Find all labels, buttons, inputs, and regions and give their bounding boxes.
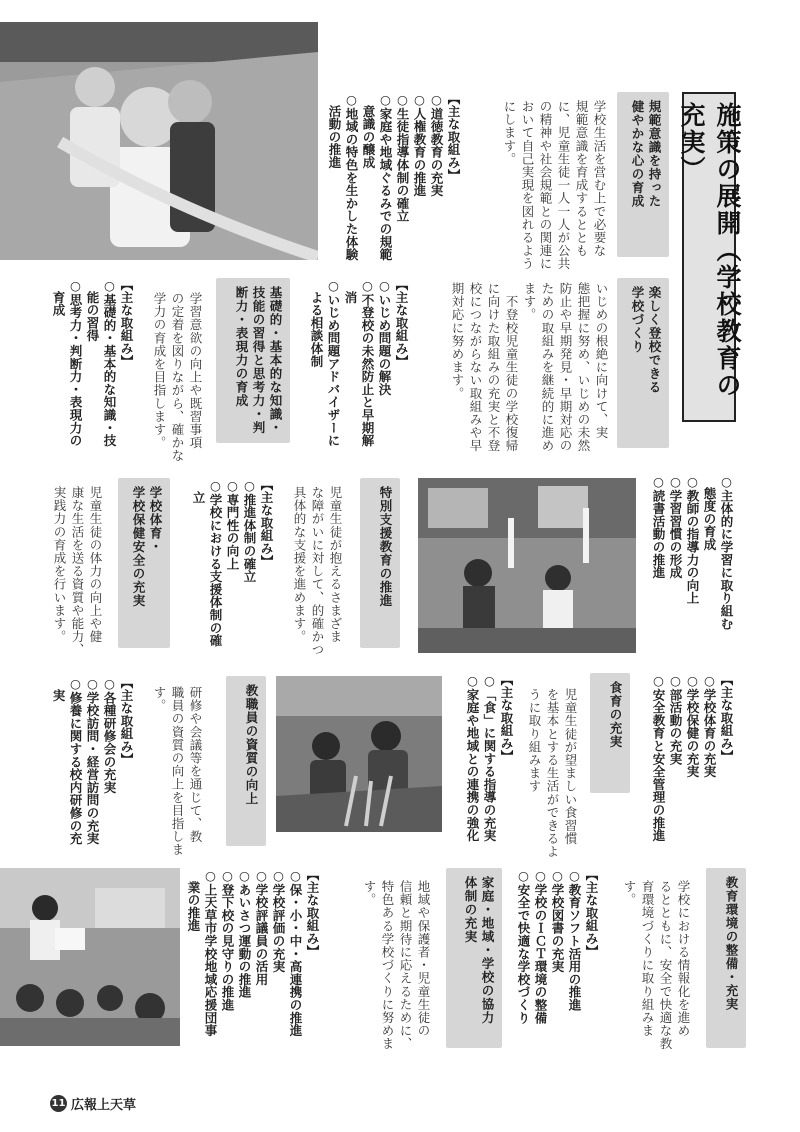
classroom-image — [418, 478, 636, 653]
kyoshokuin-body: 研修や会議等を通じて、教 職員の資質の向上を目指しま す。 — [152, 686, 203, 857]
shoku-heading: 食育の充実 — [590, 673, 630, 793]
kiso-cont-list: ○主体的に学習に取り組む 態度の育成 ○教師の指導力の向上 ○学習習慣の形成 ○読書活動の推進 — [651, 474, 734, 631]
kyoshokuin-heading: 教職員の資質の向上 — [226, 676, 266, 846]
renkei-heading: 家庭・地域・学校の協力 体制の充実 — [446, 868, 502, 1048]
tokubetsu-list: 【主な取組み】 ○推進体制の確立 ○専門性の向上 ○学校における支援体制の確 立 — [191, 478, 274, 647]
toukou-body: いじめの根絶に向けて、実 態把握に努め、いじめの未然 防止や早期発見・早期対応の ための取組みを継続的に進め ます。 不登校児童生徒の学校復帰 に向けた取組みの充実と不登 校につながらない取組みや早 期対応に努めます。 — [450, 282, 609, 453]
page-number: 11 — [50, 1095, 67, 1112]
reading-photo — [0, 868, 180, 1046]
classroom-photo — [418, 478, 636, 653]
shoku-list: 【主な取組み】 ○「食」に関する指導の充実 ○家庭や地域との連携の強化 — [465, 673, 514, 842]
tug-of-war-photo — [0, 22, 318, 260]
toukou-heading: 楽しく登校できる 学校づくり — [617, 278, 669, 448]
page-footer — [50, 1094, 136, 1113]
taiiku-heading: 学校体育・ 学校保健安全の充実 — [118, 478, 170, 648]
tokubetsu-heading: 特別支援教育の推進 — [360, 478, 400, 648]
kiso-body: 学習意欲の向上や既習事項 の定着を図りながら、確かな 学力の育成を目指します。 — [152, 292, 203, 463]
tug-of-war-image — [0, 22, 318, 260]
kiso-list: 【主な取組み】 ○基礎的・基本的な知識・技 能の習得 ○思考力・判断力・表現力の 育成 — [51, 278, 134, 447]
page-title: 施策の展開（学校教育の充実） — [677, 102, 742, 399]
toukou-list: 【主な取組み】 ○いじめ問題の解決 ○不登校の未然防止と早期解 消 ○いじめ問題アドバイザーに よる相談体制 — [309, 278, 409, 447]
kihan-body: 学校生活を営む上で必要な 規範意識を育成するととも に、児童生徒一人一人が公共 の精神や社会規範との関連に おいて自己実現を図れるよう にします。 — [502, 100, 607, 271]
renkei-body: 地域や保護者・児童生徒の 信頼と期待に応えるために、 特色ある学校づくりに努めま す。 — [362, 880, 431, 1051]
shoku-body: 児童生徒が望ましい食習慣 を基本とする生活ができるよ うに取り組みます — [527, 688, 578, 859]
kankyo-body: 学校における情報化を進め るとともに、安全で快適な教 育環境づくりに取り組みま す。 — [622, 880, 691, 1051]
kihan-heading: 規範意識を持った 健やかな心の育成 — [617, 92, 669, 257]
harvest-photo — [276, 676, 442, 832]
kyoshokuin-list: 【主な取組み】 ○各種研修会の充実 ○学校訪問・経営訪問の充実 ○修養に関する校内研修の充 実 — [51, 676, 134, 845]
harvest-image — [276, 676, 442, 832]
renkei-list: 【主な取組み】 ○保・小・中・高連携の推進 ○学校評価の充実 ○学校評議員の活用 ○あいさつ運動の推進 ○登下校の見守りの推進 ○上天草市学校地域応援団事 業の推進 — [186, 868, 320, 1037]
tokubetsu-body: 児童生徒が抱えるさまざま な障がいに対して、的確かつ 具体的な支援を進めます。 — [292, 486, 343, 657]
kiso-heading: 基礎的・基本的な知識・ 技能の習得と思考力・判 断力・表現力の育成 — [216, 278, 290, 443]
kankyo-list: 【主な取組み】 ○教育ソフト活用の推進 ○学校図書の充実 ○学校のＩＣＴ環境の整備 ○安全で快適な学校づくり — [516, 868, 599, 1025]
reading-image — [0, 868, 180, 1046]
page-title-box — [677, 92, 742, 422]
kihan-list: 【主な取組み】 ○道徳教育の充実 ○人権教育の推進 ○生徒指導体制の確立 ○家庭や地域ぐるみでの規範 意識の醸成 ○地域の特色を生かした体験 活動の推進 — [327, 92, 461, 261]
kankyo-heading: 教育環境の整備・充実 — [706, 868, 746, 1048]
taiiku-list: 【主な取組み】 ○学校体育の充実 ○学校保健の充実 ○部活動の充実 ○安全教育と安全管理の推進 — [651, 673, 734, 842]
publication-name: 広報上天草 — [71, 1098, 137, 1113]
taiiku-body: 児童生徒の体力の向上や健 康な生活を送る資質や能力、 実践力の育成を行います。 — [52, 486, 103, 657]
